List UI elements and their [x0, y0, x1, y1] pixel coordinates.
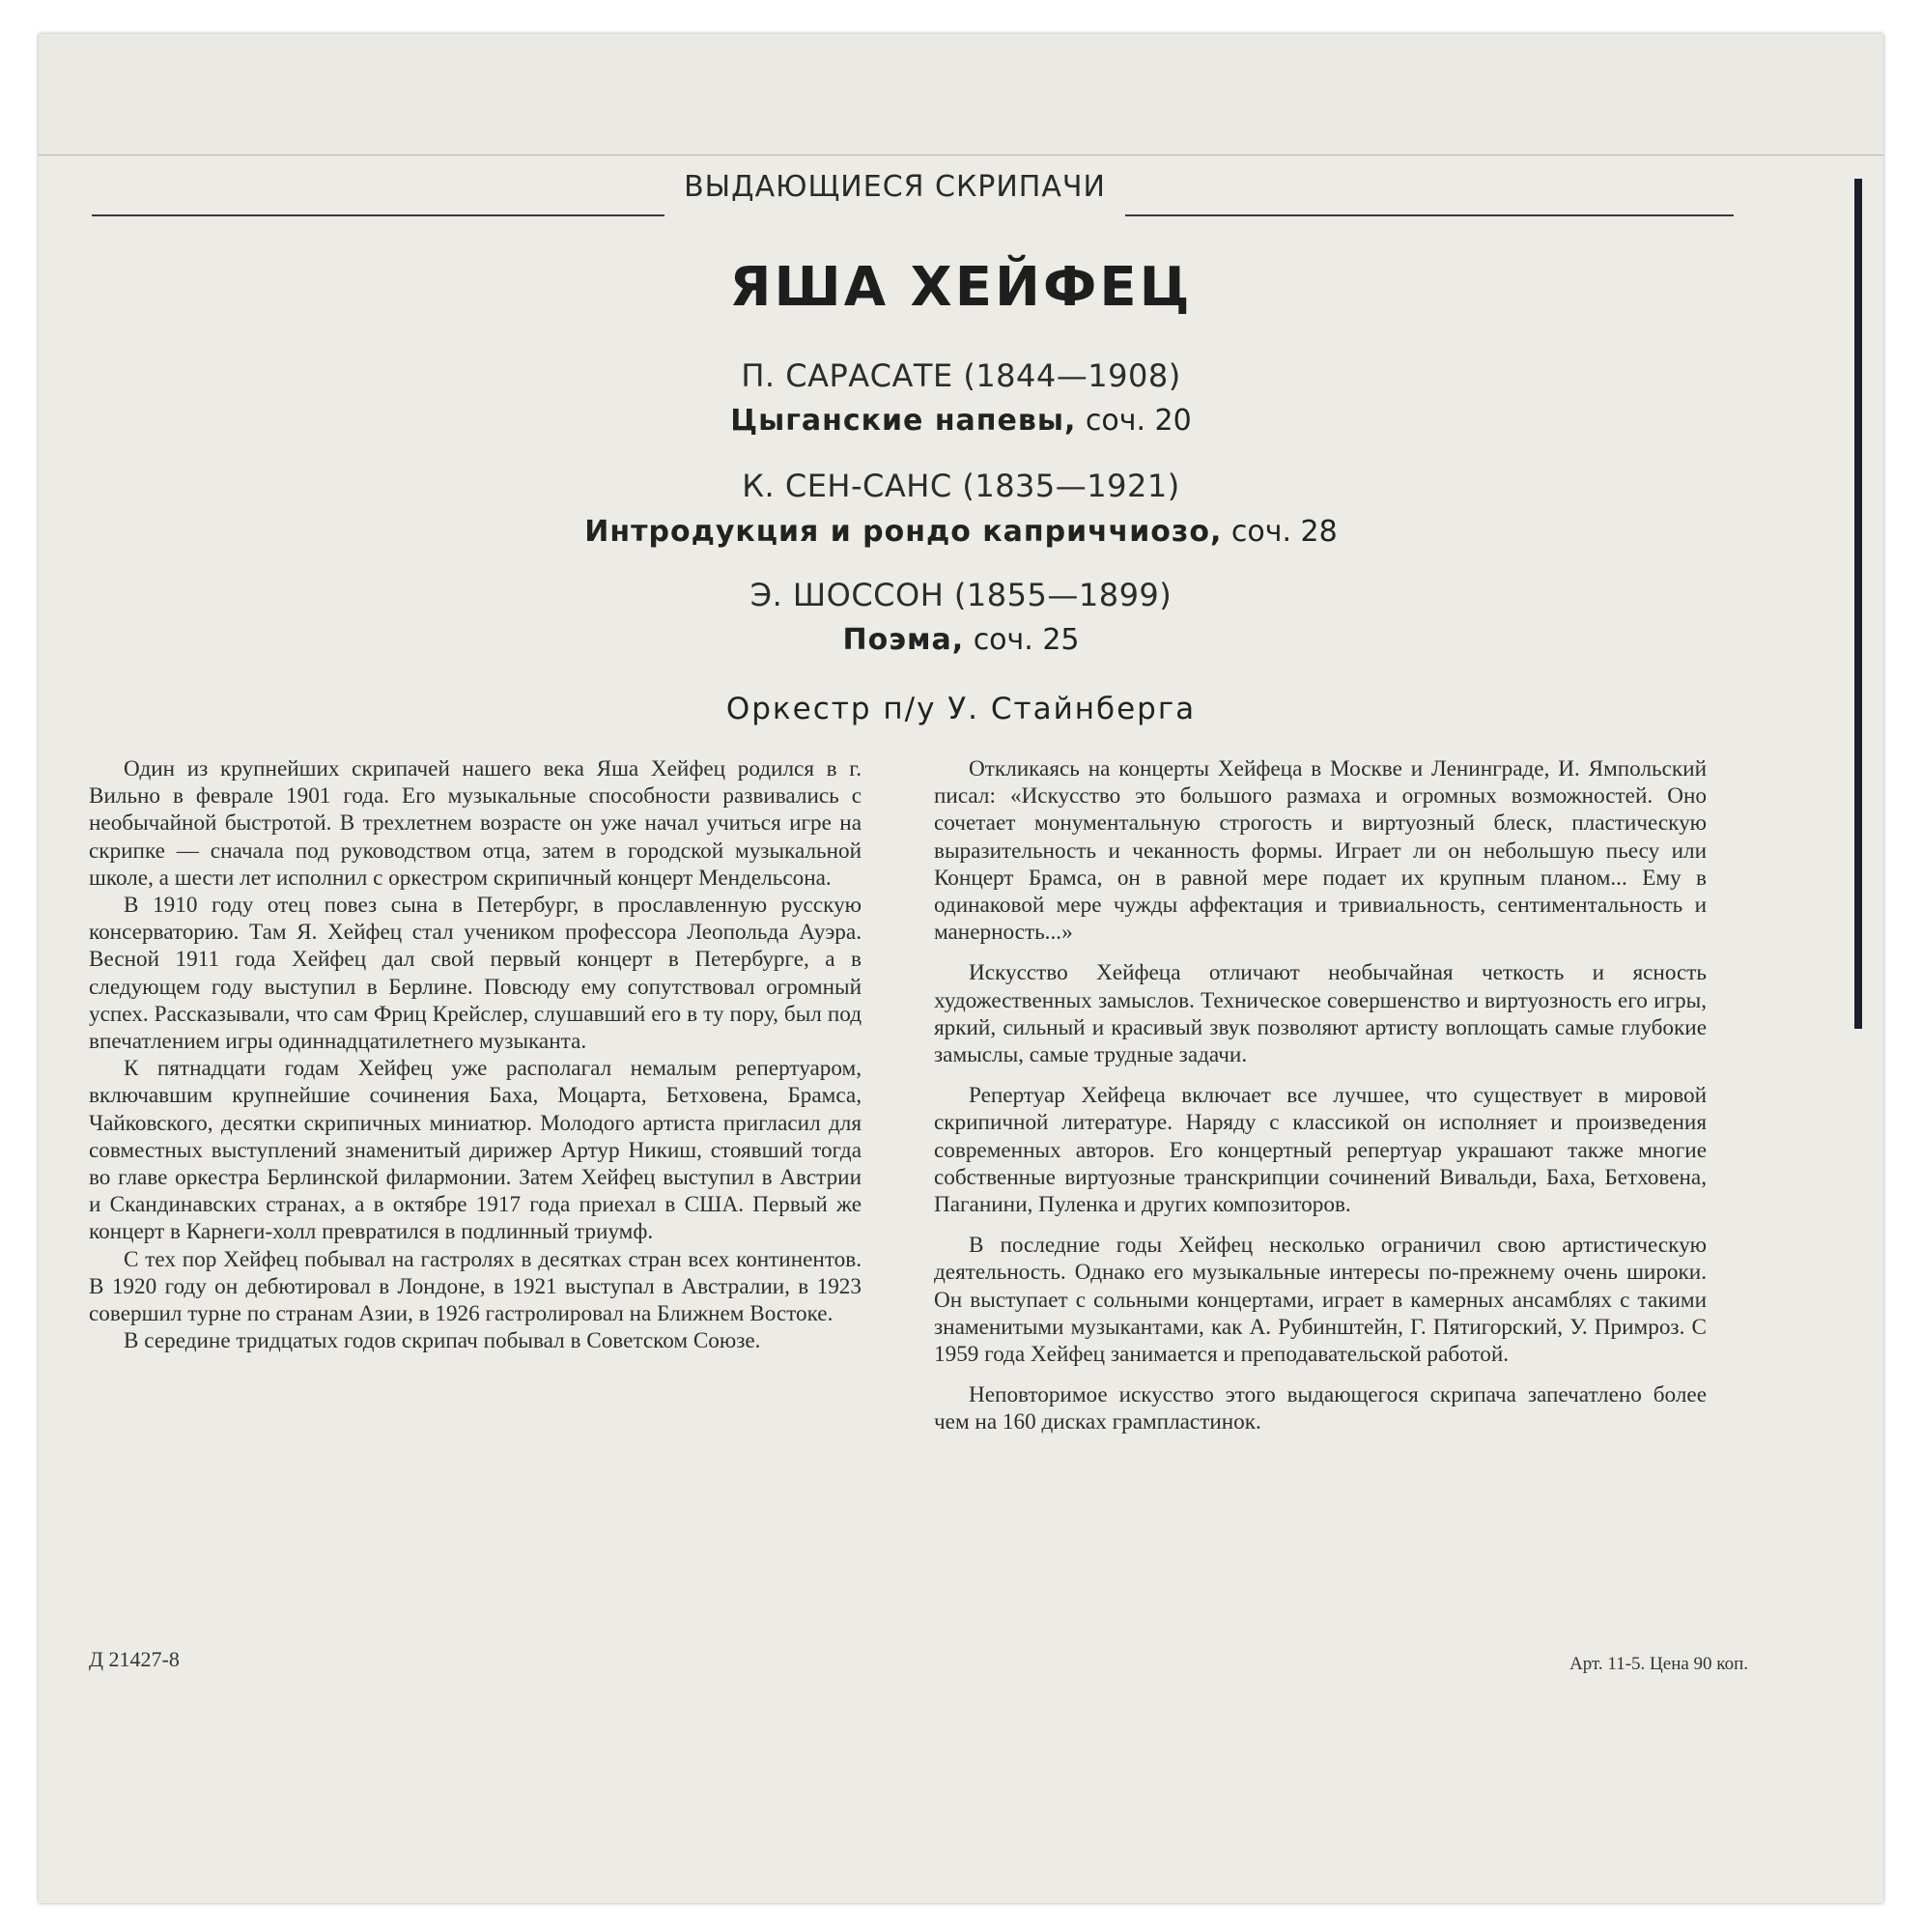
- composer-1: П. САРАСАТЕ (1844—1908): [741, 357, 1181, 394]
- composer-2: К. СЕН-САНС (1835—1921): [742, 468, 1180, 504]
- bio-paragraph: В 1910 году отец повез сына в Петербург, в прославленную русскую консерваторию. Там Я. Хейфец стал учеником профессора Леопольда Ауэра. Весной 1911 года Хейфец дал свой первый концерт в Петербурге, а в следующем году выступил в Берлине. Повсюду ему сопутствовал огромный успех. Рассказывали, что сам Фриц Крейслер, слушавший его в ту пору, был под впечатлением игры одиннадцатилетнего музыканта.: [89, 893, 862, 1055]
- price-line: Арт. 11-5. Цена 90 коп.: [1569, 1654, 1748, 1674]
- work-2-title: Интродукция и рондо каприччиозо,: [584, 515, 1223, 549]
- bio-paragraph: Репертуар Хейфеца включает все лучшее, что существует в мировой скрипичной литературе. Наряду с классикой он исполняет и произведения современных авторов. Его концертный репертуар украшают также многие собственные виртуозные транскрипции сочинений Вивальди, Баха, Бетховена, Паганини, Пуленка и других композиторов.: [934, 1083, 1707, 1218]
- work-3-opus: соч. 25: [964, 623, 1080, 657]
- orchestra-credit: Оркестр п/у У. Стайнберга: [725, 692, 1197, 726]
- series-title: ВЫДАЮЩИЕСЯ СКРИПАЧИ: [684, 170, 1106, 204]
- series-rule-left: [92, 214, 664, 216]
- bio-paragraph: С тех пор Хейфец побывал на гастролях в десятках стран всех континентов. В 1920 году он дебютировал в Лондоне, в 1921 выступал в Австралии, в 1923 совершил турне по странам Азии, в 1926 гастролировал на Ближнем Востоке.: [89, 1246, 862, 1327]
- catalog-number: Д 21427-8: [89, 1647, 180, 1671]
- work-1-title: Цыганские напевы,: [730, 404, 1077, 438]
- work-2-opus: соч. 28: [1222, 515, 1338, 549]
- bio-paragraph: Неповторимое искусство этого выдающегося скрипача запечатлено более чем на 160 дисках грампластинок.: [934, 1382, 1707, 1435]
- work-2: [0, 515, 1922, 549]
- biography-left-column: [89, 755, 862, 1354]
- bio-paragraph: Откликаясь на концерты Хейфеца в Москве и Ленинграде, И. Ямпольский писал: «Искусство это большого размаха и огромных возможностей. Оно сочетает монументальную строгость и виртуозный блеск, пластическую выразительность и чеканность формы. Играет ли он небольшую пьесу или Концерт Брамса, он в равной мере подает их крупным планом... Ему в одинаковой мере чужды аффектация и тривиальность, сентиментальность и манерность...»: [934, 756, 1707, 946]
- work-3: [0, 623, 1922, 657]
- biography-right-column: [934, 755, 1707, 1436]
- bio-paragraph: Искусство Хейфеца отличают необычайная четкость и ясность художественных замыслов. Техническое совершенство и виртуозность его игры, яркий, сильный и красивый звук позволяют артисту воплощать самые глубокие замыслы, самые трудные задачи.: [934, 960, 1707, 1068]
- work-1: [0, 404, 1922, 438]
- bio-paragraph: В середине тридцатых годов скрипач побывал в Советском Союзе.: [124, 1328, 761, 1354]
- bio-paragraph: Один из крупнейших скрипачей нашего века Яша Хейфец родился в г. Вильно в феврале 1901 года. Его музыкальные способности развивались с необычайной быстротой. В трехлетнем возрасте он уже начал учиться игре на скрипке — сначала под руководством отца, затем в городской музыкальной школе, а шести лет исполнил с оркестром скрипичный концерт Мендельсона.: [89, 756, 862, 891]
- work-1-opus: соч. 20: [1076, 404, 1192, 438]
- sleeve-top-flap: [39, 34, 1883, 156]
- artist-name: ЯША ХЕЙФЕЦ: [729, 256, 1193, 319]
- bio-paragraph: К пятнадцати годам Хейфец уже располагал немалым репертуаром, включавшим крупнейшие сочинения Баха, Моцарта, Бетховена, Брамса, Чайковского, десятки скрипичных миниатюр. Молодого артиста пригласил для совместных выступлений знаменитый дирижер Артур Никиш, стоявший тогда во главе оркестра Берлинской филармонии. Затем Хейфец выступил в Австрии и Скандинавских странах, а в октябре 1917 года приехал в США. Первый же концерт в Карнеги-холл превратился в подлинный триумф.: [89, 1056, 862, 1245]
- work-3-title: Поэма,: [842, 623, 965, 657]
- composer-3: Э. ШОССОН (1855—1899): [749, 577, 1173, 613]
- series-header: [92, 164, 1734, 232]
- series-rule-right: [1125, 214, 1734, 216]
- bio-paragraph: В последние годы Хейфец несколько ограничил свою артистическую деятельность. Однако его музыкальные интересы по-прежнему очень широки. Он выступает с сольными концертами, играет в камерных ансамблях с такими знаменитыми музыкантами, как А. Рубинштейн, Г. Пятигорский, У. Примроз. С 1959 года Хейфец занимается и преподавательской работой.: [934, 1233, 1707, 1368]
